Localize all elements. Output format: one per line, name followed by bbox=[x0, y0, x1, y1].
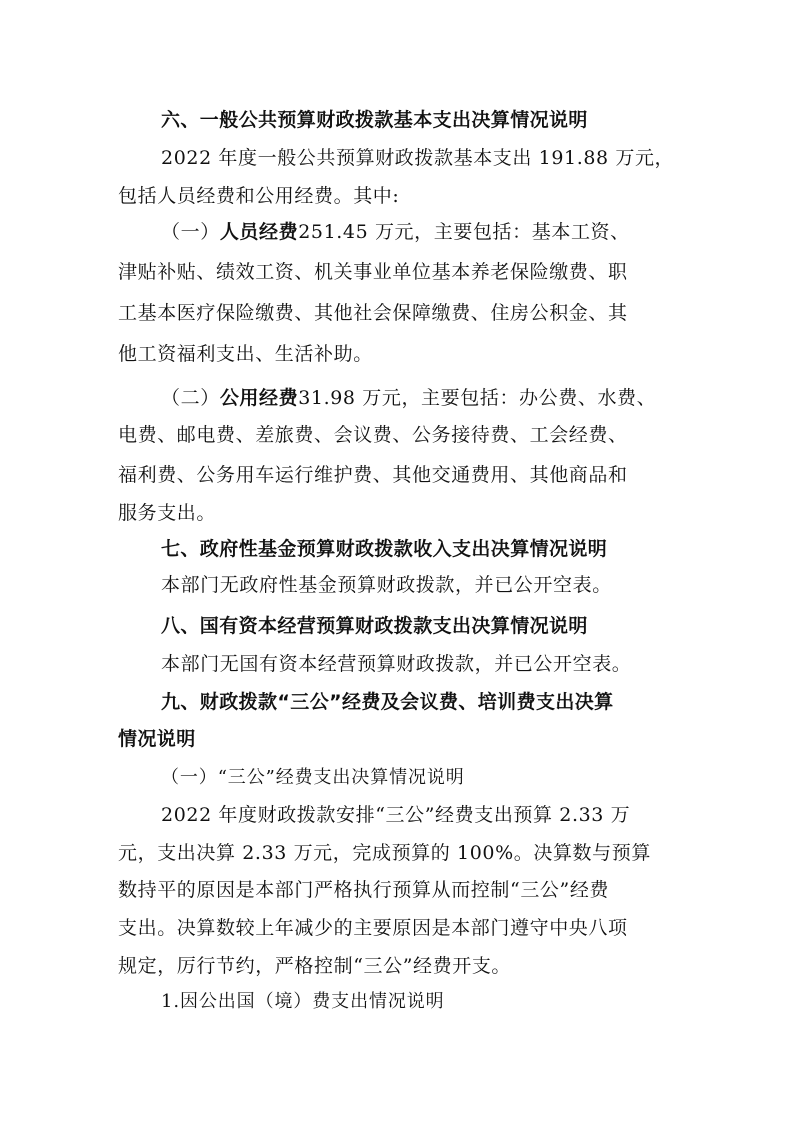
paragraph-line: 2022 年度一般公共预算财政拨款基本支出 191.88 万元， bbox=[161, 147, 675, 169]
section-heading-6: 六、一般公共预算财政拨款基本支出决算情况说明 bbox=[161, 109, 588, 131]
section-heading-9: 九、财政拨款“三公”经费及会议费、培训费支出决算 bbox=[161, 691, 614, 713]
paragraph-line: 工基本医疗保险缴费、其他社会保障缴费、住房公积金、其 bbox=[118, 302, 628, 324]
paragraph-line: 津贴补贴、绩效工资、机关事业单位基本养老保险缴费、职 bbox=[118, 261, 628, 283]
paragraph-line: 元，支出决算 2.33 万元，完成预算的 100%。决算数与预算 bbox=[118, 842, 651, 864]
sub-heading-2: 1.因公出国（境）费支出情况说明 bbox=[161, 991, 445, 1012]
item-number: （一） bbox=[161, 221, 220, 243]
personnel-expense-line bbox=[161, 220, 630, 244]
paragraph-line: 包括人员经费和公用经费。其中: bbox=[118, 185, 400, 207]
paragraph-line: 他工资福利支出、生活补助。 bbox=[118, 343, 373, 365]
paragraph-line: 2022 年度财政拨款安排“三公”经费支出预算 2.33 万 bbox=[161, 804, 631, 826]
public-expense-text: 31.98 万元，主要包括：办公费、水费、 bbox=[298, 387, 657, 409]
paragraph-line: 本部门无政府性基金预算财政拨款，并已公开空表。 bbox=[161, 574, 612, 596]
paragraph-line: 电费、邮电费、差旅费、会议费、公务接待费、工会经费、 bbox=[118, 424, 628, 446]
personnel-expense-text: 251.45 万元，主要包括：基本工资、 bbox=[298, 221, 630, 243]
paragraph-line: 规定，厉行节约，严格控制“三公”经费开支。 bbox=[118, 955, 512, 977]
paragraph-line: 支出。决算数较上年减少的主要原因是本部门遵守中央八项 bbox=[118, 917, 628, 939]
section-heading-9-cont: 情况说明 bbox=[118, 728, 196, 750]
paragraph-line: 数持平的原因是本部门严格执行预算从而控制“三公”经费 bbox=[118, 879, 610, 901]
sub-heading-1: （一）“三公”经费支出决算情况说明 bbox=[161, 767, 465, 788]
paragraph-line: 本部门无国有资本经营预算财政拨款，并已公开空表。 bbox=[161, 653, 632, 675]
public-expense-label: 公用经费 bbox=[219, 387, 299, 409]
section-heading-8: 八、国有资本经营预算财政拨款支出决算情况说明 bbox=[161, 615, 588, 637]
item-number: （二） bbox=[161, 387, 220, 409]
paragraph-line: 服务支出。 bbox=[118, 502, 217, 524]
personnel-expense-label: 人员经费 bbox=[219, 221, 299, 243]
public-expense-line bbox=[161, 386, 656, 410]
paragraph-line: 福利费、公务用车运行维护费、其他交通费用、其他商品和 bbox=[118, 464, 628, 486]
section-heading-7: 七、政府性基金预算财政拨款收入支出决算情况说明 bbox=[161, 538, 608, 560]
